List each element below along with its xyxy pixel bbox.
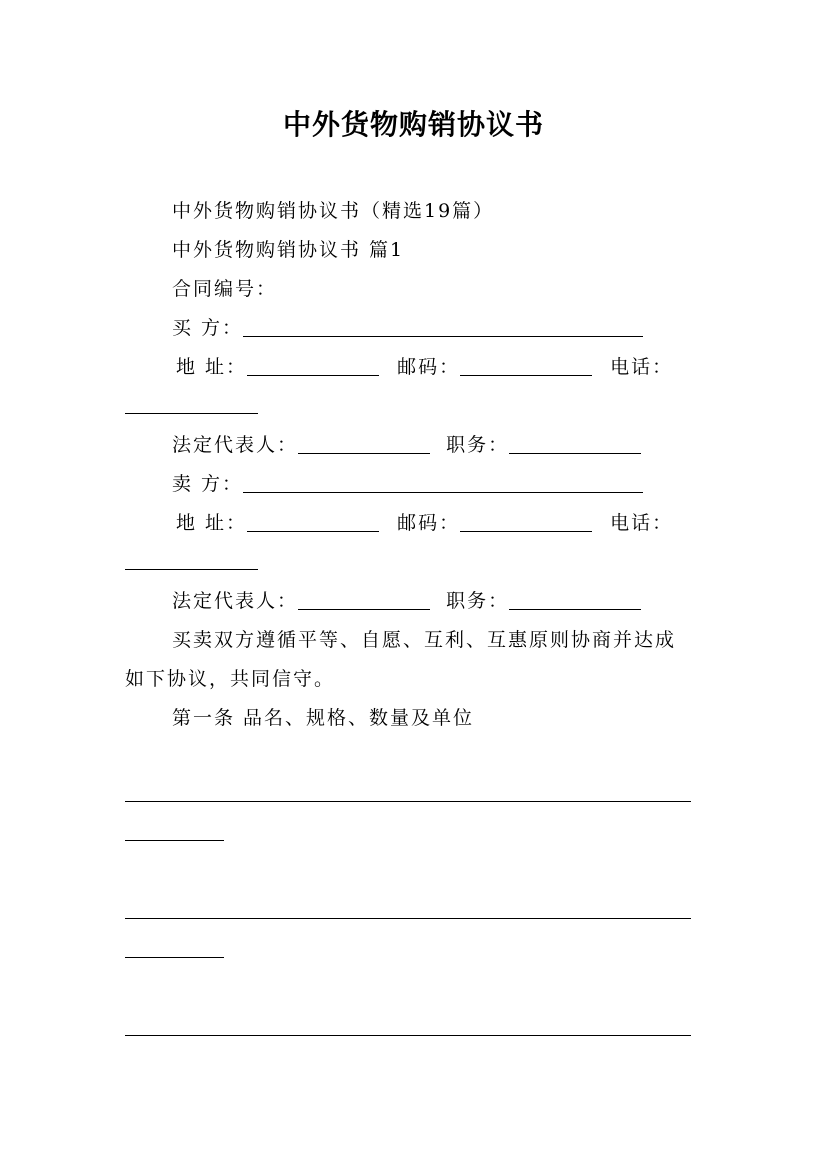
buyer-postcode-blank[interactable]: [460, 357, 592, 376]
article-1-blank-line[interactable]: [125, 1035, 691, 1036]
buyer-phone-blank[interactable]: [125, 413, 258, 414]
seller-position-blank[interactable]: [509, 591, 641, 610]
seller-phone-label: 电话：: [610, 512, 674, 534]
seller-legal-rep-row: [172, 588, 641, 614]
buyer-address-row: [176, 354, 673, 380]
seller-blank[interactable]: [243, 474, 643, 493]
article-1-heading: 第一条 品名、规格、数量及单位: [172, 707, 475, 729]
buyer-label: 买 方：: [172, 317, 244, 339]
buyer-legal-rep-row: [172, 432, 641, 458]
buyer-row: [172, 315, 643, 341]
section-heading: 中外货物购销协议书 篇1: [172, 239, 405, 261]
seller-phone-blank[interactable]: [125, 569, 258, 570]
seller-label: 卖 方：: [172, 473, 244, 495]
seller-row: [172, 471, 643, 497]
article-1-blank-line-tail[interactable]: [125, 957, 224, 958]
seller-address-label: 地 址：: [176, 512, 248, 534]
seller-address-blank[interactable]: [247, 513, 379, 532]
seller-postcode-label: 邮码：: [397, 512, 461, 534]
document-subtitle: 中外货物购销协议书（精选19篇）: [172, 200, 495, 222]
article-1-blank-line[interactable]: [125, 918, 691, 919]
buyer-position-blank[interactable]: [509, 435, 641, 454]
buyer-blank[interactable]: [243, 318, 643, 337]
seller-legal-rep-blank[interactable]: [298, 591, 430, 610]
buyer-legal-rep-label: 法定代表人：: [172, 434, 299, 456]
contract-number-label: 合同编号：: [172, 278, 278, 300]
seller-position-label: 职务：: [446, 590, 510, 612]
agreement-line-2: 如下协议，共同信守。: [125, 668, 336, 690]
seller-postcode-blank[interactable]: [460, 513, 592, 532]
buyer-legal-rep-blank[interactable]: [298, 435, 430, 454]
article-1-blank-line[interactable]: [125, 801, 691, 802]
agreement-line-1: 买卖双方遵循平等、自愿、互利、互惠原则协商并达成: [172, 629, 677, 651]
buyer-postcode-label: 邮码：: [397, 356, 461, 378]
buyer-position-label: 职务：: [446, 434, 510, 456]
buyer-phone-label: 电话：: [610, 356, 674, 378]
buyer-address-label: 地 址：: [176, 356, 248, 378]
buyer-address-blank[interactable]: [247, 357, 379, 376]
article-1-blank-line-tail[interactable]: [125, 840, 224, 841]
seller-address-row: [176, 510, 673, 536]
seller-legal-rep-label: 法定代表人：: [172, 590, 299, 612]
document-title: 中外货物购销协议书: [282, 108, 544, 141]
